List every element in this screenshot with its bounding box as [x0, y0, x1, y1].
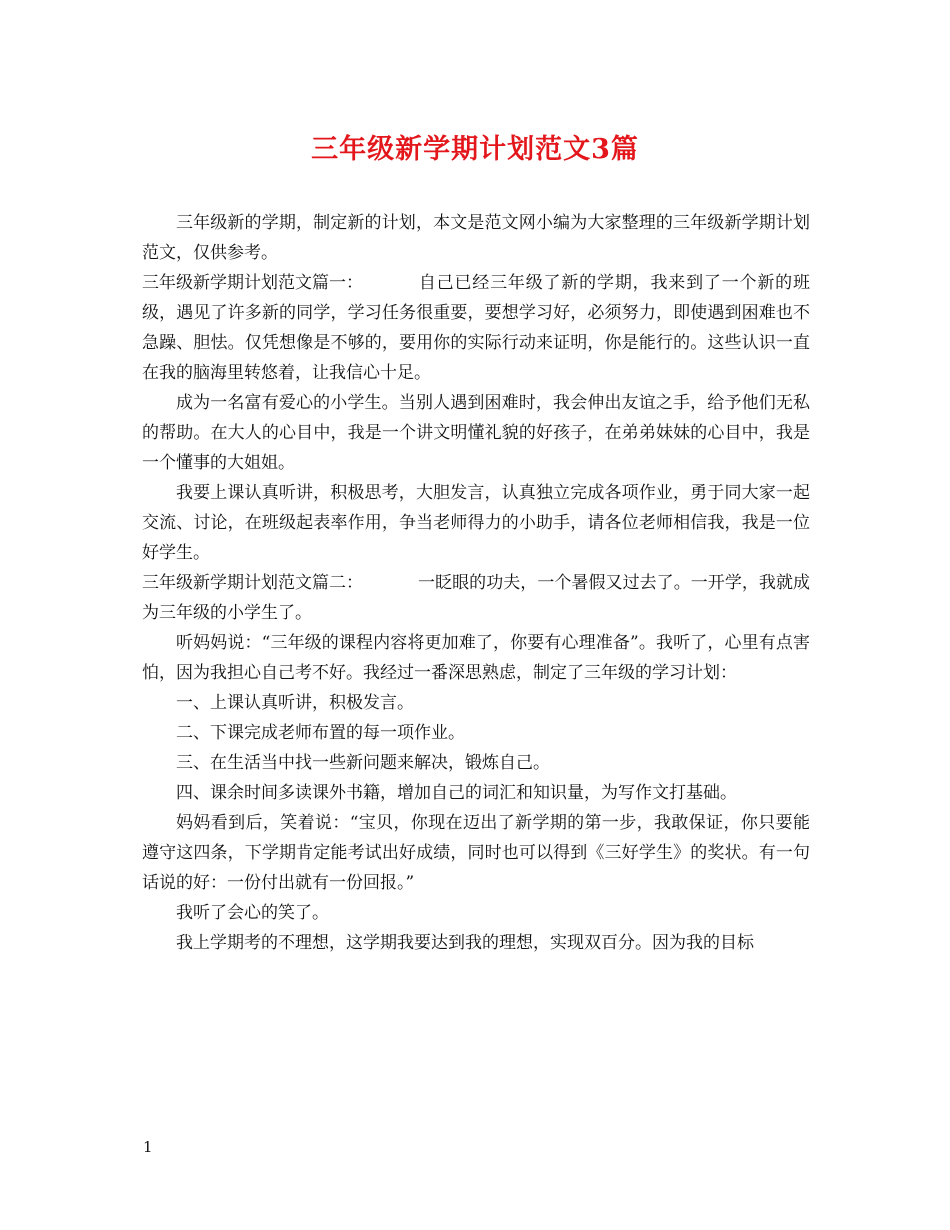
paragraph-essay-two-start — [142, 568, 810, 628]
essay-one-opening-text: 自己已经三年级了新的学期，我来到了一个新的班级，遇见了许多新的同学，学习任务很重要，要想学习好，必须努力，即使遇到困难也不急躁、胆怯。仅凭想像是不够的，要用你的实际行动来证明，你是能行的。这些认识一直在我的脑海里转悠着，让我信心十足。 — [142, 273, 810, 383]
paragraph-essay-one-start — [142, 268, 810, 388]
document-title: 三年级新学期计划范文3篇 — [311, 134, 639, 165]
paragraph-class-goals: 我要上课认真听讲，积极思考，大胆发言，认真独立完成各项作业，勇于同大家一起交流、讨论，在班级起表率作用，争当老师得力的小助手，请各位老师相信我，我是一位好学生。 — [142, 483, 810, 563]
essay-two-opening-text: 一眨眼的功夫，一个暑假又过去了。一开学，我就成为三年级的小学生了。 — [142, 573, 810, 623]
document-body — [142, 208, 810, 958]
plan-item-two: 二、下课完成老师布置的每一项作业。 — [176, 723, 465, 743]
paragraph-mother-response: 妈妈看到后，笑着说：“宝贝，你现在迈出了新学期的第一步，我敢保证，你只要能遵守这四条，下学期肯定能考试出好成绩，同时也可以得到《三好学生》的奖状。有一句话说的好：一份付出就有一份回报。” — [142, 813, 810, 893]
paragraph-goal-start: 我上学期考的不理想，这学期我要达到我的理想，实现双百分。因为我的目标 — [176, 933, 754, 953]
paragraph-intro: 三年级新的学期，制定新的计划，本文是范文网小编为大家整理的三年级新学期计划范文，仅供参考。 — [142, 213, 810, 263]
plan-item-four: 四、课余时间多读课外书籍，增加自己的词汇和知识量，为写作文打基础。 — [176, 783, 737, 803]
paragraph-caring-student: 成为一名富有爱心的小学生。当别人遇到困难时，我会伸出友谊之手，给予他们无私的帮助。在大人的心目中，我是一个讲文明懂礼貌的好孩子，在弟弟妹妹的心目中，我是一个懂事的大姐姐。 — [142, 393, 810, 473]
paragraph-smile: 我听了会心的笑了。 — [176, 903, 329, 923]
essay-one-heading: 三年级新学期计划范文篇一： — [142, 273, 363, 293]
plan-item-one: 一、上课认真听讲，积极发言。 — [176, 693, 414, 713]
paragraph-mother-advice: 听妈妈说：“三年级的课程内容将更加难了，你要有心理准备”。我听了，心里有点害怕，因为我担心自己考不好。我经过一番深思熟虑，制定了三年级的学习计划： — [142, 633, 810, 683]
plan-item-three: 三、在生活当中找一些新问题来解决，锻炼自己。 — [176, 753, 550, 773]
page-number: 1 — [143, 1138, 153, 1156]
essay-two-heading: 三年级新学期计划范文篇二： — [142, 573, 363, 593]
